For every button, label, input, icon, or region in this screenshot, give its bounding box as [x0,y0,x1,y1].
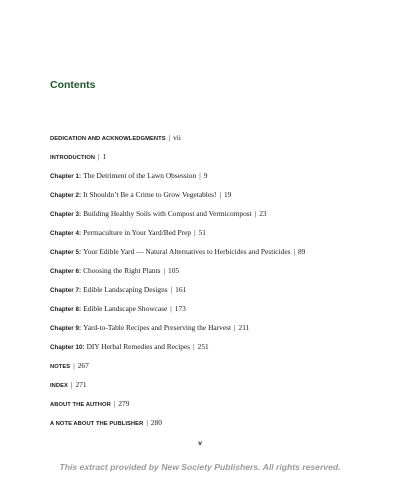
toc-entry-title: Choosing the Right Plants [83,266,161,275]
toc-entry-label: Chapter 5: [50,249,82,256]
toc-entry-separator: | [163,266,165,275]
toc-entry-page: 51 [198,228,206,237]
toc-entry-title: Edible Landscaping Designs [83,285,168,294]
toc-entry-page: 279 [118,399,130,408]
toc-entry-separator: | [219,190,221,199]
toc-entry-page: 173 [174,304,186,313]
toc-entry-separator: | [170,304,172,313]
toc-entry [50,242,370,261]
toc-entry-page: 251 [197,342,209,351]
toc-entry-title: Yard-to-Table Recipes and Preserving the Harvest [83,323,232,332]
toc-entry-separator: | [199,171,201,180]
toc-entry-separator: | [146,418,148,427]
toc-entry-label: Chapter 3: [50,211,82,218]
toc-entry-label: Chapter 6: [50,268,82,275]
toc-entry-separator: | [293,247,295,256]
toc-entry [50,280,370,299]
toc-entry-title: Building Healthy Soils with Compost and Vermicompost [83,209,252,218]
toc-entry-label: DEDICATION AND ACKNOWLEDGMENTS [50,136,166,142]
toc-entry-page: 271 [75,380,87,389]
toc-entry [50,185,370,204]
toc-entry-page: 105 [168,266,180,275]
toc-entry-title: DIY Herbal Remedies and Recipes [86,342,191,351]
toc-entry-page: 161 [175,285,187,294]
toc-entry-separator: | [234,323,236,332]
toc-entry [50,128,370,147]
toc-entry-separator: | [254,209,257,218]
toc-entry-separator: | [113,399,116,408]
toc-entry-separator: | [170,285,173,294]
toc-entry-title: It Shouldn’t Be a Crime to Grow Vegetables! [83,190,217,199]
toc-entry [50,223,370,242]
toc-entry-label: INTRODUCTION [50,155,96,161]
toc-entry-label: Chapter 4: [50,230,82,237]
toc-entry-title: The Detriment of the Lawn Obsession [83,171,197,180]
toc-entry-separator: | [168,133,171,142]
toc-entry-label: Chapter 9: [50,325,82,332]
toc-entry-page: 19 [223,190,232,199]
toc-entry-label: Chapter 2: [50,192,82,199]
toc-entry-label: Chapter 7: [50,287,82,294]
toc-entry-title: Edible Landscape Showcase [83,304,168,313]
toc-entry [50,147,370,166]
toc-entry-label: ABOUT THE AUTHOR [50,402,111,408]
toc-entry-label: INDEX [50,383,68,389]
toc-entry-label: Chapter 10: [50,344,85,351]
toc-entry-label: Chapter 1: [50,173,82,180]
page-number: v [198,440,202,447]
toc-entry-page: vii [173,133,181,142]
toc-entry-title: Your Edible Yard — Natural Alternatives to Herbicides and Pesticides [83,247,291,256]
table-of-contents [50,128,370,432]
toc-entry-separator: | [73,361,75,370]
toc-entry-separator: | [98,152,100,161]
toc-entry-page: 280 [150,418,162,427]
toc-entry-page: 89 [297,247,306,256]
toc-entry [50,261,370,280]
toc-entry-page: 9 [203,171,208,180]
toc-entry [50,204,370,223]
toc-entry-page: 23 [259,209,267,218]
toc-entry [50,299,370,318]
toc-entry-separator: | [194,228,196,237]
toc-entry-separator: | [193,342,195,351]
toc-entry-label: A NOTE ABOUT THE PUBLISHER [50,421,144,427]
toc-entry-label: Chapter 8: [50,306,82,313]
toc-entry [50,166,370,185]
toc-entry [50,413,370,432]
toc-entry [50,375,370,394]
toc-entry [50,337,370,356]
contents-heading: Contents [50,79,96,91]
toc-entry-page: 267 [77,361,89,370]
footer-note: This extract provided by New Society Publishers. All rights reserved. [59,462,341,472]
toc-entry [50,394,370,413]
toc-entry [50,356,370,375]
toc-entry-label: NOTES [50,364,71,370]
toc-entry-page: 211 [238,323,250,332]
toc-entry-page: 1 [102,152,107,161]
toc-entry-separator: | [70,380,73,389]
toc-entry-title: Permaculture in Your Yard/Bed Prep [83,228,192,237]
toc-entry [50,318,370,337]
